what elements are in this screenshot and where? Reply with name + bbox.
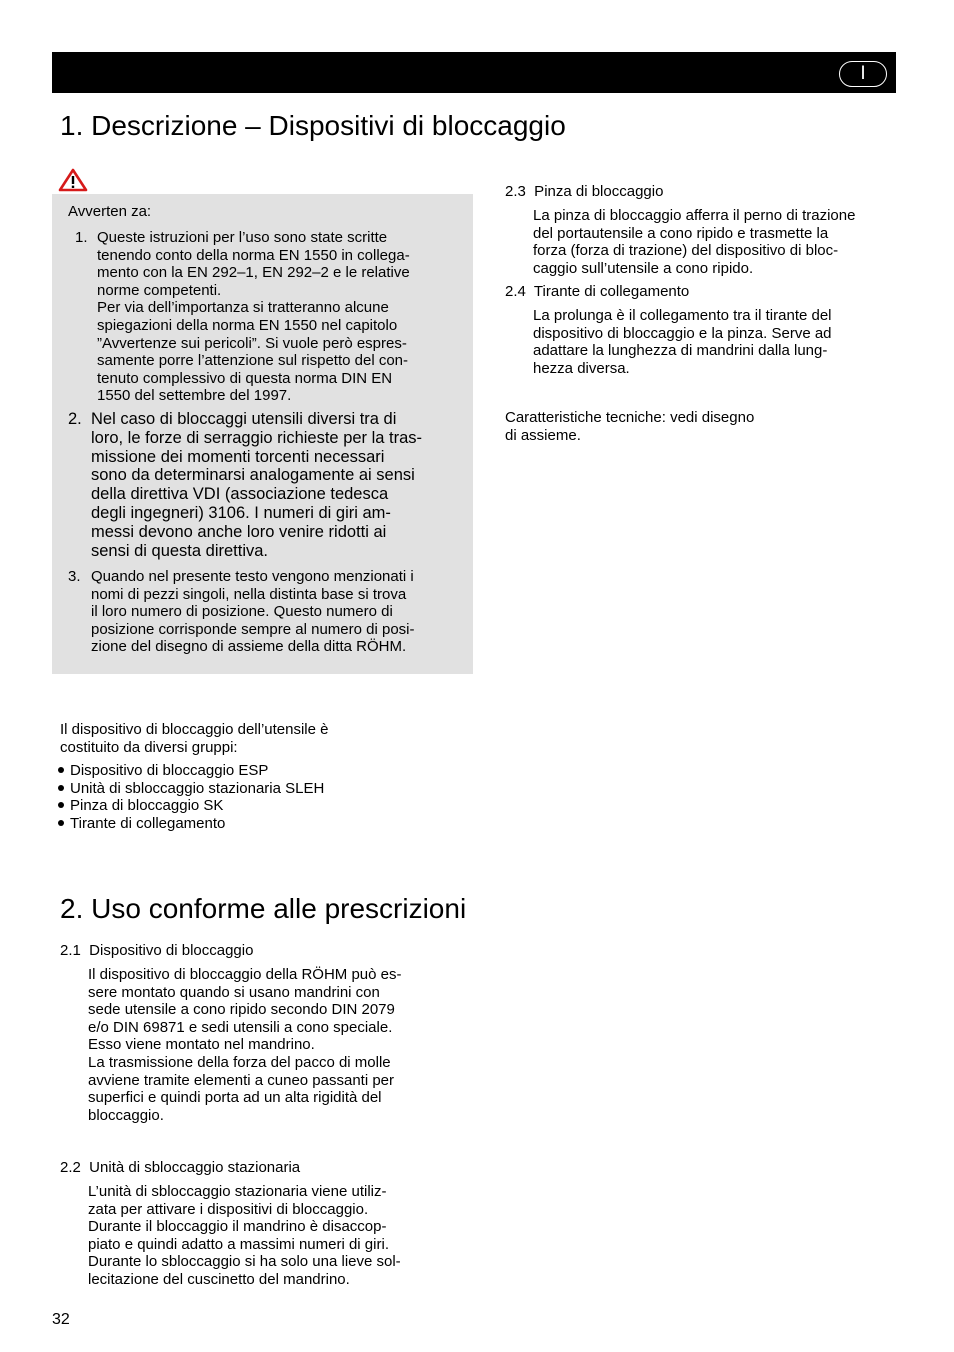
- subsection-2-3-line: La pinza di bloccaggio afferra il perno di trazione: [533, 207, 856, 224]
- component-list-item: [58, 815, 225, 833]
- subsection-2-2-line: piato e quindi adatto a massimi numeri di giri.: [88, 1235, 389, 1253]
- subsection-2-1-heading: 2.1 Dispositivo di bloccaggio: [60, 942, 254, 959]
- warning-item-1-line: mento con la EN 292–1, EN 292–2 e le relative: [97, 264, 410, 282]
- warning-item-1-line: Per via dell’importanza si tratteranno alcune: [97, 299, 389, 317]
- subsection-2-1-line: avviene tramite elementi a cuneo passanti per: [88, 1071, 395, 1089]
- warning-item-2-line: messi devono anche loro venire ridotti ai: [91, 522, 387, 541]
- component-list-label: Unità di sbloccaggio stazionaria SLEH: [70, 779, 325, 797]
- subsection-2-1-line: Il dispositivo di bloccaggio della RÖHM può es-: [88, 966, 402, 983]
- section-1-title: 1. Descrizione – Dispositivi di bloccaggio: [60, 110, 566, 141]
- section-2-title: 2. Uso conforme alle prescrizioni: [60, 893, 467, 924]
- warning-item-2-line: degli ingegneri) 3106. I numeri di giri am-: [91, 504, 391, 522]
- subsection-2-3-line: caggio sull’utensile a cono ripido.: [533, 259, 754, 277]
- subsection-2-1-line: sere montato quando si usano mandrini con: [88, 983, 380, 1001]
- warning-item-1-line: tenendo conto della norma EN 1550 in collega-: [97, 246, 410, 264]
- subsection-2-2-line: Durante il bloccaggio il mandrino è disaccop-: [88, 1218, 387, 1236]
- subsection-2-1-line: Esso viene montato nel mandrino.: [88, 1036, 315, 1054]
- subsection-2-4-heading: 2.4 Tirante di collegamento: [505, 283, 690, 300]
- subsection-2-1-line: superfici e quindi porta ad un alta rigidità del: [88, 1089, 382, 1107]
- warning-item-1-line: norme competenti.: [97, 281, 222, 299]
- warning-triangle-icon: [58, 168, 88, 192]
- subsection-2-2-line: L’unità di sbloccaggio stazionaria viene utiliz-: [88, 1183, 387, 1200]
- warning-item-3-line: nomi di pezzi singoli, nella distinta base si trova: [91, 585, 407, 603]
- warning-item-2-line: sono da determinarsi analogamente ai sensi: [91, 466, 415, 485]
- warning-item-1-line: ”Avvertenze sui pericoli”. Si vuole però espres-: [97, 334, 407, 352]
- warning-item-1-line: samente porre l’attenzione sul rispetto del con-: [97, 352, 409, 370]
- subsection-2-4-line: hezza diversa.: [533, 359, 630, 377]
- warning-item-2-line: missione dei momenti torcenti necessari: [91, 447, 385, 466]
- subsection-2-1-line: e/o DIN 69871 e sedi utensili a cono speciale.: [88, 1018, 393, 1036]
- component-list-item: [58, 762, 268, 780]
- warning-item-2-line: loro, le forze di serraggio richieste per la tras-: [91, 428, 423, 447]
- subsection-2-4-line: La prolunga è il collegamento tra il tirante del: [533, 307, 832, 324]
- intro-text-line: Il dispositivo di bloccaggio dell’utensile è: [60, 721, 329, 738]
- warning-item-3-line: posizione corrisponde sempre al numero di posi-: [91, 620, 415, 638]
- subsection-2-2-line: lecitazione del cuscinetto del mandrino.: [88, 1271, 350, 1288]
- bullet-icon: [58, 820, 64, 826]
- bullet-icon: [58, 767, 64, 773]
- bullet-icon: [58, 802, 64, 808]
- tech-specs-line: Caratteristiche tecniche: vedi disegno: [505, 409, 755, 426]
- warning-heading: Avverten za:: [68, 203, 152, 220]
- page-number: 32: [52, 1311, 70, 1328]
- subsection-2-2-heading: 2.2 Unità di sbloccaggio stazionaria: [60, 1159, 301, 1176]
- warning-item-3-line: il loro numero di posizione. Questo numero di: [91, 603, 393, 621]
- subsection-2-4-line: dispositivo di bloccaggio e la pinza. Serve ad: [533, 324, 832, 342]
- warning-item-2-line: sensi di questa direttiva.: [91, 541, 269, 560]
- subsection-2-4-line: adattare la lunghezza di mandrini dalla lung-: [533, 342, 828, 360]
- warning-item-2-number: 2.: [68, 410, 82, 428]
- warning-item-1-line: tenuto complessivo di questa norma DIN EN: [97, 369, 393, 387]
- subsection-2-3-line: del portautensile a cono ripido e trasmette la: [533, 224, 829, 242]
- component-list-item: [58, 780, 324, 798]
- tech-specs-line: di assieme.: [505, 426, 581, 444]
- warning-item-1-line: spiegazioni della norma EN 1550 nel capitolo: [97, 317, 398, 334]
- subsection-2-2-line: Durante lo sbloccaggio si ha solo una lieve sol-: [88, 1253, 401, 1271]
- header-bar: [52, 52, 896, 93]
- component-list-label: Pinza di bloccaggio SK: [70, 797, 224, 815]
- warning-item-1-line: Queste istruzioni per l’uso sono state scritte: [97, 229, 388, 246]
- warning-item-3-number: 3.: [68, 568, 81, 585]
- warning-item-3-line: Quando nel presente testo vengono menzionati i: [91, 568, 414, 585]
- warning-item-1-line: 1550 del settembre del 1997.: [97, 387, 292, 405]
- language-badge: I: [839, 61, 887, 87]
- warning-item-3-line: zione del disegno di assieme della ditta RÖHM.: [91, 638, 407, 656]
- subsection-2-3-heading: 2.3 Pinza di bloccaggio: [505, 183, 664, 200]
- component-list-item: [58, 797, 223, 815]
- subsection-2-3-line: forza (forza di trazione) del dispositivo di bloc-: [533, 242, 839, 260]
- warning-item-2-line: della direttiva VDI (associazione tedesca: [91, 485, 389, 504]
- subsection-2-1-line: bloccaggio.: [88, 1106, 164, 1124]
- subsection-2-2-line: zata per attivare i dispositivi di bloccaggio.: [88, 1200, 369, 1218]
- warning-item-2-line: Nel caso di bloccaggi utensili diversi tra di: [91, 410, 397, 428]
- subsection-2-1-line: sede utensile a cono ripido secondo DIN 2079: [88, 1001, 395, 1019]
- bullet-icon: [58, 785, 64, 791]
- intro-text-line: costituito da diversi gruppi:: [60, 738, 238, 756]
- component-list-label: Dispositivo di bloccaggio ESP: [70, 762, 269, 779]
- warning-item-1-number: 1.: [75, 229, 88, 246]
- component-list-label: Tirante di collegamento: [70, 814, 226, 832]
- subsection-2-1-line: La trasmissione della forza del pacco di molle: [88, 1054, 391, 1071]
